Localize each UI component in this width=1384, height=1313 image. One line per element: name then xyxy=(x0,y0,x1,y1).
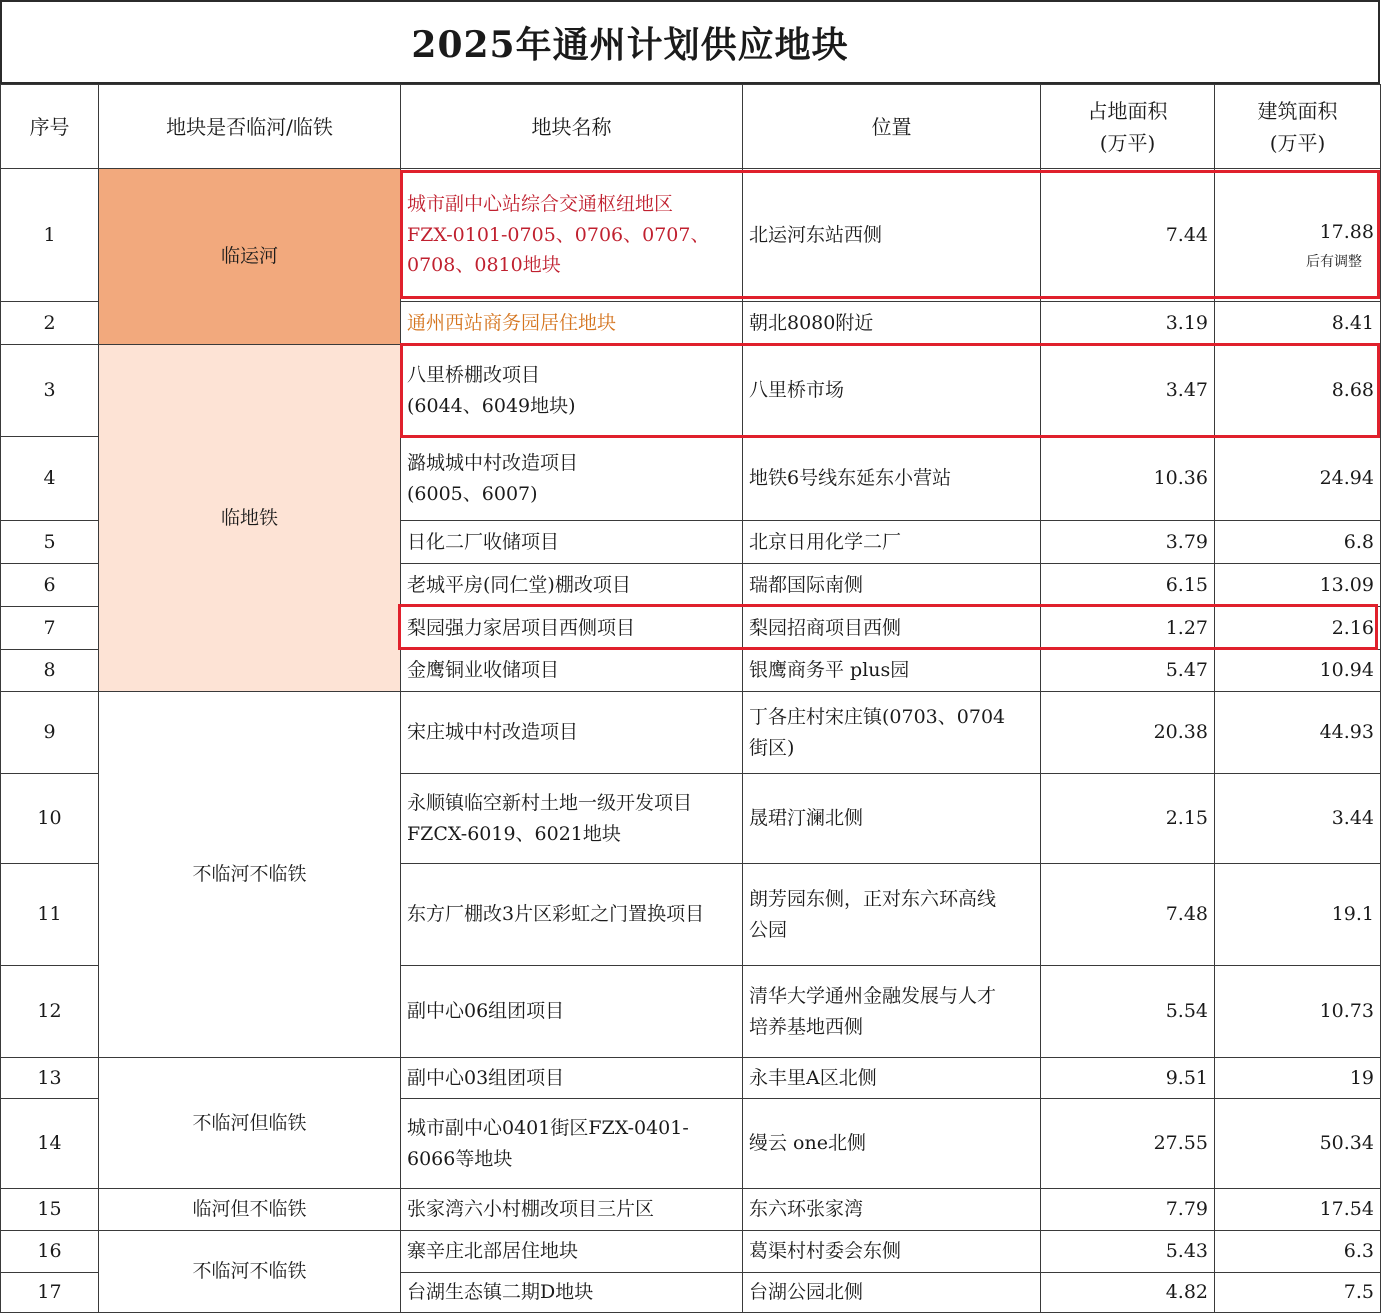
table-row xyxy=(1,1231,1381,1273)
row-location: 朝北8080附近 xyxy=(743,302,1041,345)
row-index: 10 xyxy=(1,774,99,864)
row-location: 东六环张家湾 xyxy=(743,1189,1041,1231)
header-build-area xyxy=(1215,85,1381,169)
row-location: 银鹰商务平 plus园 xyxy=(743,650,1041,692)
row-index: 1 xyxy=(1,169,99,302)
row-land-area: 6.15 xyxy=(1041,564,1215,607)
header-land-area-line1: 占地面积 xyxy=(1087,98,1168,123)
row-land-area: 3.79 xyxy=(1041,521,1215,564)
row-land-area: 2.15 xyxy=(1041,774,1215,864)
row-name-line: 八里桥棚改项目 xyxy=(407,364,541,387)
row-location xyxy=(743,966,1041,1058)
row-location: 地铁6号线东延东小营站 xyxy=(743,437,1041,521)
adjust-note: 后有调整 xyxy=(1306,253,1362,270)
row-location-line: 公园 xyxy=(749,918,788,941)
row-land-area: 7.44 xyxy=(1041,169,1215,302)
row-location-line: 丁各庄村宋庄镇(0703、0704 xyxy=(749,706,1006,729)
row-index: 16 xyxy=(1,1231,99,1273)
row-location: 梨园招商项目西侧 xyxy=(743,607,1041,650)
row-location xyxy=(743,692,1041,774)
row-location-line: 培养基地西侧 xyxy=(749,1015,864,1038)
row-name: 老城平房(同仁堂)棚改项目 xyxy=(401,564,743,607)
row-build-area: 2.16 xyxy=(1215,607,1381,650)
row-name xyxy=(401,345,743,437)
row-location: 葛渠村村委会东侧 xyxy=(743,1231,1041,1273)
row-build-area: 6.8 xyxy=(1215,521,1381,564)
row-name: 台湖生态镇二期D地块 xyxy=(401,1273,743,1313)
row-land-area: 7.79 xyxy=(1041,1189,1215,1231)
row-name: 宋庄城中村改造项目 xyxy=(401,692,743,774)
row-name-line: 永顺镇临空新村土地一级开发项目 xyxy=(407,792,693,815)
row-index: 5 xyxy=(1,521,99,564)
row-name-line: FZCX-6019、6021地块 xyxy=(407,822,621,845)
row-build-area: 6.3 xyxy=(1215,1231,1381,1273)
row-land-area: 4.82 xyxy=(1041,1273,1215,1313)
row-build-area: 24.94 xyxy=(1215,437,1381,521)
row-build-area: 13.09 xyxy=(1215,564,1381,607)
row-land-area: 5.43 xyxy=(1041,1231,1215,1273)
row-location-line: 街区) xyxy=(749,736,795,759)
table-row xyxy=(1,169,1381,302)
row-build-value: 17.88 xyxy=(1319,221,1374,244)
row-index: 7 xyxy=(1,607,99,650)
row-index: 2 xyxy=(1,302,99,345)
table-title: 2025年通州计划供应地块 xyxy=(0,0,1380,84)
row-name-line: 潞城城中村改造项目 xyxy=(407,452,579,475)
row-location: 北京日用化学二厂 xyxy=(743,521,1041,564)
row-name-line: 0708、0810地块 xyxy=(407,254,561,277)
row-name-line: 城市副中心0401街区FZX-0401- xyxy=(407,1117,689,1140)
land-supply-table xyxy=(0,84,1381,1313)
row-name xyxy=(401,437,743,521)
row-location: 瑞都国际南侧 xyxy=(743,564,1041,607)
category-cell: 不临河不临铁 xyxy=(99,1231,401,1313)
row-index: 14 xyxy=(1,1099,99,1189)
row-location: 台湖公园北侧 xyxy=(743,1273,1041,1313)
row-index: 12 xyxy=(1,966,99,1058)
row-name-line: (6044、6049地块) xyxy=(407,394,576,417)
row-build-area: 8.68 xyxy=(1215,345,1381,437)
row-land-area: 27.55 xyxy=(1041,1099,1215,1189)
row-index: 9 xyxy=(1,692,99,774)
row-name: 张家湾六小村棚改项目三片区 xyxy=(401,1189,743,1231)
row-location-line: 朗芳园东侧，正对东六环高线 xyxy=(749,888,997,911)
row-location xyxy=(743,864,1041,966)
row-name xyxy=(401,774,743,864)
row-land-area: 10.36 xyxy=(1041,437,1215,521)
row-index: 17 xyxy=(1,1273,99,1313)
header-location: 位置 xyxy=(743,85,1041,169)
row-name-line: 6066等地块 xyxy=(407,1147,513,1170)
row-location: 永丰里A区北侧 xyxy=(743,1058,1041,1099)
row-location: 晟珺汀澜北侧 xyxy=(743,774,1041,864)
row-name xyxy=(401,169,743,302)
row-name: 副中心03组团项目 xyxy=(401,1058,743,1099)
row-land-area: 3.19 xyxy=(1041,302,1215,345)
row-name: 寨辛庄北部居住地块 xyxy=(401,1231,743,1273)
row-location: 八里桥市场 xyxy=(743,345,1041,437)
row-location: 北运河东站西侧 xyxy=(743,169,1041,302)
row-index: 4 xyxy=(1,437,99,521)
row-land-area: 5.54 xyxy=(1041,966,1215,1058)
row-build-area: 50.34 xyxy=(1215,1099,1381,1189)
row-name-line: FZX-0101-0705、0706、0707、 xyxy=(407,223,710,246)
header-name: 地块名称 xyxy=(401,85,743,169)
row-build-area: 17.54 xyxy=(1215,1189,1381,1231)
row-index: 11 xyxy=(1,864,99,966)
row-index: 8 xyxy=(1,650,99,692)
row-build-area: 19.1 xyxy=(1215,864,1381,966)
row-build-area: 44.93 xyxy=(1215,692,1381,774)
row-name-line: (6005、6007) xyxy=(407,482,538,505)
table-row xyxy=(1,1058,1381,1099)
row-index: 3 xyxy=(1,345,99,437)
category-cell: 临运河 xyxy=(99,169,401,345)
row-land-area: 20.38 xyxy=(1041,692,1215,774)
category-cell: 临地铁 xyxy=(99,345,401,692)
row-name: 东方厂棚改3片区彩虹之门置换项目 xyxy=(401,864,743,966)
row-build-area xyxy=(1215,169,1381,302)
row-build-area: 10.73 xyxy=(1215,966,1381,1058)
row-name xyxy=(401,1099,743,1189)
row-build-area: 7.5 xyxy=(1215,1273,1381,1313)
row-location: 缦云 one北侧 xyxy=(743,1099,1041,1189)
row-location-line: 清华大学通州金融发展与人才 xyxy=(749,985,997,1008)
row-land-area: 1.27 xyxy=(1041,607,1215,650)
row-name: 通州西站商务园居住地块 xyxy=(401,302,743,345)
row-name: 副中心06组团项目 xyxy=(401,966,743,1058)
header-build-area-line2: (万平) xyxy=(1269,130,1326,155)
row-name: 梨园强力家居项目西侧项目 xyxy=(401,607,743,650)
category-cell: 临河但不临铁 xyxy=(99,1189,401,1231)
table-row xyxy=(1,1189,1381,1231)
category-cell: 不临河但临铁 xyxy=(99,1058,401,1189)
header-category: 地块是否临河/临铁 xyxy=(99,85,401,169)
category-cell: 不临河不临铁 xyxy=(99,692,401,1058)
row-index: 13 xyxy=(1,1058,99,1099)
row-name-line: 城市副中心站综合交通枢纽地区 xyxy=(407,193,674,216)
row-land-area: 3.47 xyxy=(1041,345,1215,437)
row-build-area: 19 xyxy=(1215,1058,1381,1099)
header-land-area-line2: (万平) xyxy=(1099,130,1156,155)
header-row xyxy=(1,85,1381,169)
table-row xyxy=(1,692,1381,774)
row-name: 日化二厂收储项目 xyxy=(401,521,743,564)
row-build-area: 10.94 xyxy=(1215,650,1381,692)
row-land-area: 7.48 xyxy=(1041,864,1215,966)
header-index: 序号 xyxy=(1,85,99,169)
table-row xyxy=(1,345,1381,437)
header-build-area-line1: 建筑面积 xyxy=(1257,98,1338,123)
row-index: 6 xyxy=(1,564,99,607)
row-build-area: 3.44 xyxy=(1215,774,1381,864)
row-build-area: 8.41 xyxy=(1215,302,1381,345)
row-name: 金鹰铜业收储项目 xyxy=(401,650,743,692)
row-land-area: 5.47 xyxy=(1041,650,1215,692)
row-index: 15 xyxy=(1,1189,99,1231)
header-land-area xyxy=(1041,85,1215,169)
row-land-area: 9.51 xyxy=(1041,1058,1215,1099)
